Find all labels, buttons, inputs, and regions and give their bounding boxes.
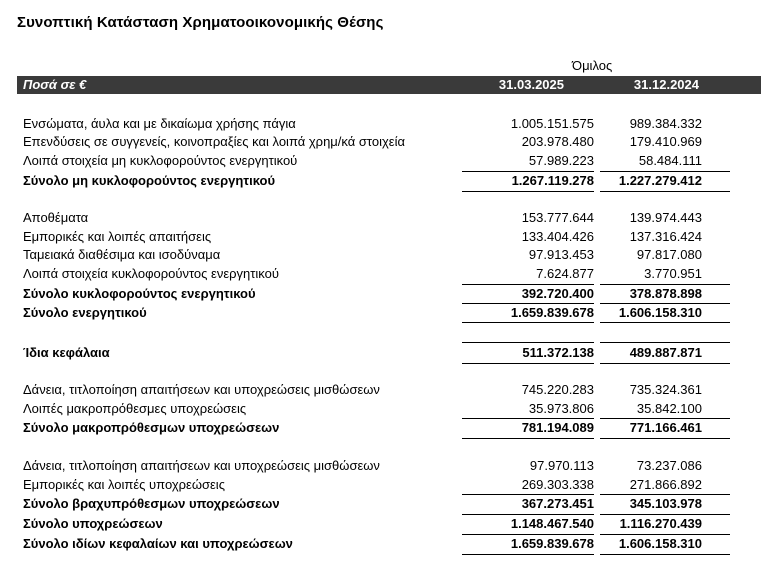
row-label: Σύνολο ενεργητικού — [23, 305, 147, 320]
row-label: Σύνολο βραχυπρόθεσμων υποχρεώσεων — [23, 496, 280, 511]
row-label: Εμπορικές και λοιπές απαιτήσεις — [23, 229, 212, 244]
header-date-col2: 31.12.2024 — [633, 77, 699, 92]
row-value-col2: 58.484.111 — [638, 153, 702, 168]
subtotal-row — [17, 420, 761, 437]
row-value-col2: 3.770.951 — [644, 266, 702, 281]
row-value-col2: 35.842.100 — [636, 401, 702, 416]
divider — [462, 363, 594, 364]
row-value-col1: 7.624.877 — [536, 266, 594, 281]
row-value-col2: 489.887.871 — [629, 345, 702, 360]
row-label: Σύνολο μακροπρόθεσμων υποχρεώσεων — [23, 420, 280, 435]
row-label: Λοιπά στοιχεία μη κυκλοφορούντος ενεργητικού — [23, 153, 298, 168]
row-label: Λοιπές μακροπρόθεσμες υποχρεώσεις — [23, 401, 247, 416]
table-row — [17, 382, 761, 399]
subtotal-row — [17, 496, 761, 513]
row-value-col1: 35.973.806 — [528, 401, 594, 416]
row-label: Δάνεια, τιτλοποίηση απαιτήσεων και υποχρεώσεις μισθώσεων — [23, 458, 380, 473]
divider — [462, 438, 594, 439]
row-label: Ίδια κεφάλαια — [23, 345, 110, 360]
divider — [600, 554, 730, 555]
table-row — [17, 153, 761, 170]
divider — [600, 342, 730, 343]
header-amount-label: Ποσά σε € — [23, 77, 87, 92]
row-value-col1: 1.005.151.575 — [510, 116, 594, 131]
row-value-col2: 73.237.086 — [636, 458, 702, 473]
row-value-col1: 97.970.113 — [529, 458, 594, 473]
subtotal-row — [17, 286, 761, 303]
table-row — [17, 458, 761, 475]
divider — [600, 418, 730, 419]
header-date-col1: 31.03.2025 — [498, 77, 564, 92]
row-value-col2: 771.166.461 — [629, 420, 702, 435]
divider — [600, 171, 730, 172]
divider — [600, 534, 730, 535]
row-value-col2: 1.227.279.412 — [618, 173, 702, 188]
table-header — [17, 76, 761, 94]
row-value-col1: 133.404.426 — [521, 229, 594, 244]
row-label: Δάνεια, τιτλοποίηση απαιτήσεων και υποχρεώσεις μισθώσεων — [23, 382, 380, 397]
row-value-col2: 378.878.898 — [629, 286, 702, 301]
divider — [462, 342, 594, 343]
row-value-col1: 1.659.839.678 — [510, 305, 594, 320]
divider — [600, 191, 730, 192]
divider — [462, 534, 594, 535]
row-value-col1: 153.777.644 — [521, 210, 594, 225]
row-value-col2: 179.410.969 — [629, 134, 702, 149]
row-value-col1: 269.303.338 — [521, 477, 594, 492]
group-column-label: Όμιλος — [572, 58, 613, 73]
divider — [462, 418, 594, 419]
row-value-col2: 989.384.332 — [629, 116, 702, 131]
divider — [462, 191, 594, 192]
row-value-col1: 1.267.119.278 — [511, 173, 594, 188]
divider — [462, 494, 594, 495]
total-row — [17, 516, 761, 533]
row-value-col1: 781.194.089 — [521, 420, 594, 435]
row-value-col1: 57.989.223 — [528, 153, 594, 168]
table-row — [17, 401, 761, 418]
table-row — [17, 266, 761, 283]
row-value-col1: 367.273.451 — [521, 496, 594, 511]
row-value-col2: 1.606.158.310 — [618, 536, 702, 551]
row-value-col1: 511.372.138 — [522, 345, 594, 360]
row-label: Σύνολο ιδίων κεφαλαίων και υποχρεώσεων — [23, 536, 293, 551]
row-value-col2: 97.817.080 — [636, 247, 702, 262]
row-label: Επενδύσεις σε συγγενείς, κοινοπραξίες και λοιπά χρημ/κά στοιχεία — [23, 134, 405, 149]
divider — [600, 514, 730, 515]
row-value-col1: 1.148.467.540 — [510, 516, 594, 531]
row-value-col2: 137.316.424 — [629, 229, 702, 244]
table-row — [17, 229, 761, 246]
row-label: Λοιπά στοιχεία κυκλοφορούντος ενεργητικού — [23, 266, 279, 281]
divider — [600, 322, 730, 323]
subtotal-row — [17, 173, 761, 190]
divider — [600, 303, 730, 304]
equity-row — [17, 345, 761, 362]
divider — [600, 494, 730, 495]
row-value-col1: 745.220.283 — [521, 382, 594, 397]
row-value-col2: 271.866.892 — [629, 477, 702, 492]
table-row — [17, 247, 761, 264]
divider — [600, 363, 730, 364]
row-value-col1: 392.720.400 — [521, 286, 594, 301]
divider — [462, 322, 594, 323]
divider — [462, 303, 594, 304]
divider — [462, 171, 594, 172]
table-row — [17, 477, 761, 494]
row-value-col2: 139.974.443 — [629, 210, 702, 225]
grand-total-row — [17, 536, 761, 553]
divider — [462, 554, 594, 555]
divider — [600, 284, 730, 285]
divider — [462, 284, 594, 285]
row-label: Ταμειακά διαθέσιμα και ισοδύναμα — [23, 247, 221, 262]
table-row — [17, 210, 761, 227]
divider — [462, 514, 594, 515]
table-row — [17, 134, 761, 151]
row-label: Σύνολο κυκλοφορούντος ενεργητικού — [23, 286, 256, 301]
divider — [600, 438, 730, 439]
table-row — [17, 116, 761, 133]
row-label: Αποθέματα — [23, 210, 89, 225]
row-value-col1: 203.978.480 — [521, 134, 594, 149]
total-row — [17, 305, 761, 322]
page-title: Συνοπτική Κατάσταση Χρηματοοικονομικής Θέσης — [17, 14, 384, 31]
row-value-col1: 1.659.839.678 — [510, 536, 594, 551]
row-label: Σύνολο υποχρεώσεων — [23, 516, 163, 531]
row-value-col2: 735.324.361 — [629, 382, 702, 397]
row-value-col2: 1.116.270.439 — [619, 516, 702, 531]
row-label: Ενσώματα, άυλα και με δικαίωμα χρήσης πάγια — [23, 116, 296, 131]
row-value-col2: 345.103.978 — [629, 496, 702, 511]
row-value-col2: 1.606.158.310 — [618, 305, 702, 320]
row-label: Σύνολο μη κυκλοφορούντος ενεργητικού — [23, 173, 276, 188]
row-label: Εμπορικές και λοιπές υποχρεώσεις — [23, 477, 225, 492]
row-value-col1: 97.913.453 — [528, 247, 594, 262]
